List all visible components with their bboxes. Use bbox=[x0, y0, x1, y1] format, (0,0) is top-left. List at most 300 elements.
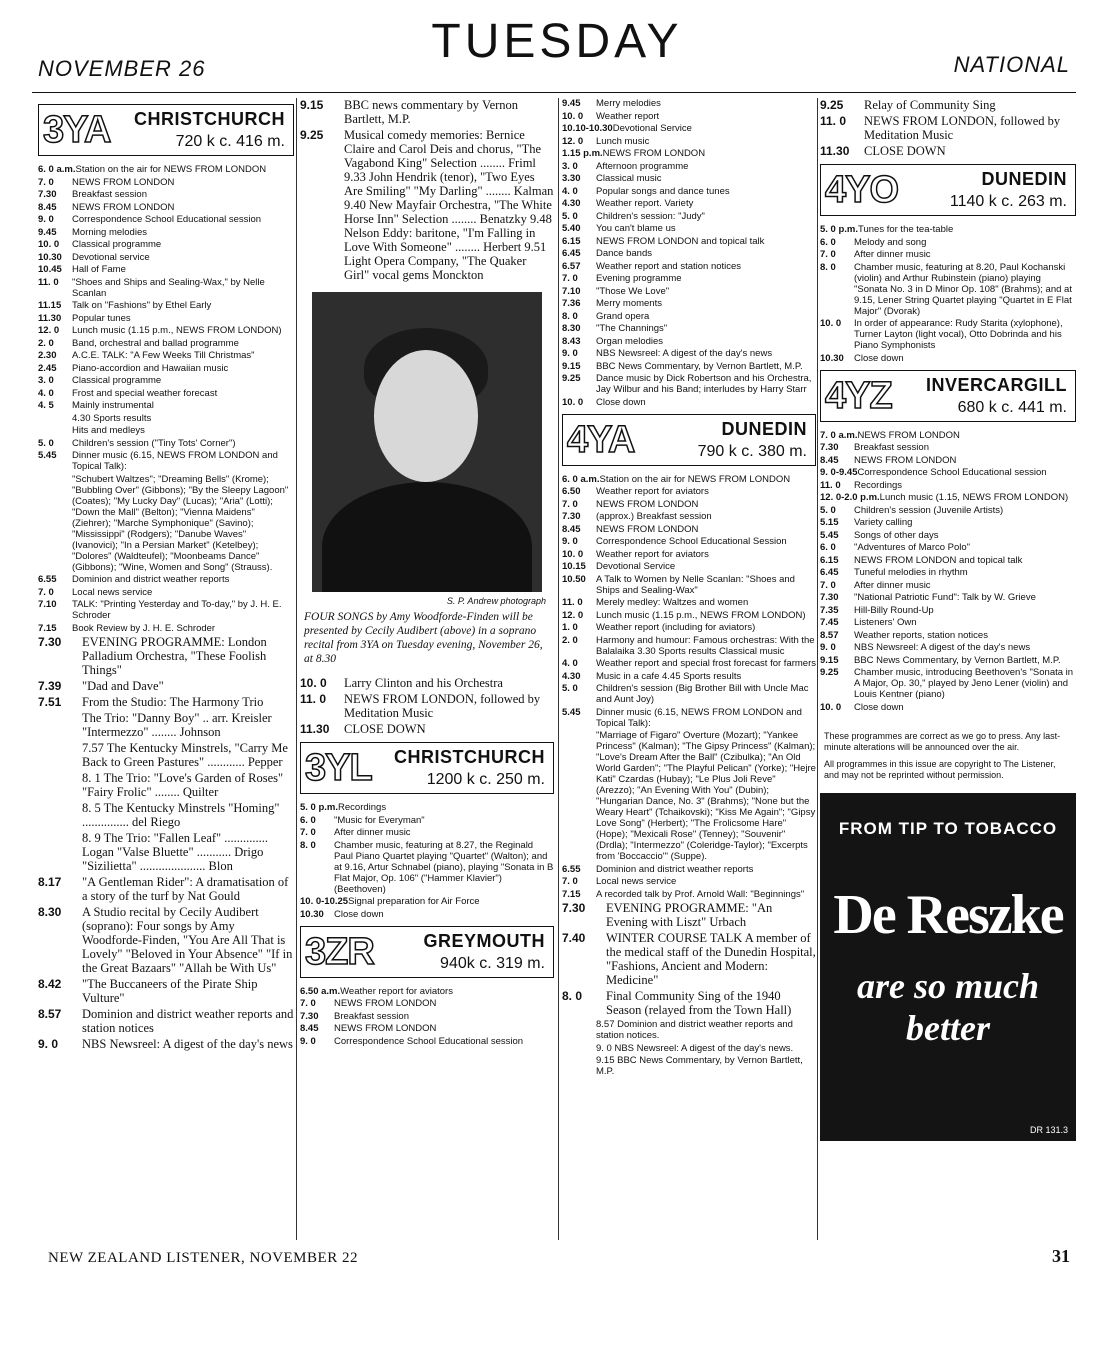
schedule-item: In order of appearance: Rudy Starita (xylophone), Turner Layton (light vocal), Otto Dobrinda and his Piano Symphonists bbox=[854, 318, 1063, 351]
schedule-row bbox=[820, 605, 1076, 616]
schedule-time: 8.30 bbox=[562, 323, 581, 334]
schedule-list-4yo bbox=[820, 224, 1076, 364]
schedule-row bbox=[562, 286, 816, 297]
schedule-item: Breakfast session bbox=[334, 1010, 409, 1022]
schedule-time: 10.30 bbox=[820, 352, 844, 364]
column-divider bbox=[296, 98, 297, 1240]
schedule-time: 6.15 bbox=[562, 235, 581, 247]
schedule-row bbox=[38, 202, 294, 213]
schedule-row bbox=[38, 695, 294, 709]
schedule-time: 3. 0 bbox=[38, 375, 54, 386]
schedule-time: 11.15 bbox=[38, 300, 62, 311]
schedule-row bbox=[820, 492, 1076, 503]
advertisement bbox=[820, 793, 1076, 1141]
issue-date: NOVEMBER 26 bbox=[38, 56, 206, 81]
schedule-time: 9. 0 bbox=[38, 1037, 59, 1051]
schedule-row bbox=[300, 840, 554, 895]
station-call: 4YO bbox=[825, 169, 899, 211]
schedule-item: Dinner music (6.15, NEWS FROM LONDON and Topical Talk): bbox=[72, 450, 278, 472]
schedule-time: 10.50 bbox=[562, 573, 586, 585]
schedule-item: Weather reports, station notices bbox=[854, 629, 988, 641]
schedule-row bbox=[820, 655, 1076, 666]
schedule-row bbox=[562, 474, 816, 485]
station-box-4ya bbox=[562, 414, 816, 466]
schedule-time: 4.30 bbox=[562, 670, 581, 682]
schedule-row bbox=[562, 511, 816, 522]
schedule-item: Devotional service bbox=[72, 251, 150, 263]
schedule-time: 5.40 bbox=[562, 223, 581, 234]
schedule-time: 2.30 bbox=[38, 350, 57, 361]
schedule-row bbox=[38, 741, 294, 769]
schedule-time: 10. 0 bbox=[38, 239, 60, 250]
schedule-time: 12. 0-2.0 p.m. bbox=[820, 492, 880, 503]
schedule-time: 5.15 bbox=[820, 517, 839, 528]
schedule-item: "National Patriotic Fund": Talk by W. Grieve bbox=[854, 592, 1036, 603]
schedule-item: NEWS FROM LONDON bbox=[854, 454, 957, 466]
schedule-time: 7.51 bbox=[38, 695, 62, 709]
schedule-row bbox=[38, 300, 294, 311]
schedule-time: 8.17 bbox=[38, 875, 62, 889]
schedule-row bbox=[820, 530, 1076, 541]
schedule-item: After dinner music bbox=[854, 249, 931, 260]
schedule-list-3ya-late bbox=[300, 98, 554, 282]
schedule-row bbox=[562, 671, 816, 682]
schedule-item: Mainly instrumental bbox=[72, 400, 154, 411]
schedule-time: 8.45 bbox=[300, 1023, 319, 1034]
schedule-row bbox=[38, 831, 294, 873]
schedule-item: Grand opera bbox=[596, 310, 650, 322]
schedule-row bbox=[820, 702, 1076, 713]
station-call: 4YZ bbox=[825, 374, 892, 417]
schedule-row bbox=[562, 610, 816, 621]
schedule-row bbox=[820, 480, 1076, 491]
schedule-time: 5. 0 bbox=[562, 683, 578, 694]
schedule-row bbox=[562, 323, 816, 334]
schedule-item: Variety calling bbox=[854, 517, 913, 528]
schedule-time: 8. 0 bbox=[562, 310, 578, 322]
ad-brand: De Reszke bbox=[833, 883, 1063, 946]
schedule-row bbox=[562, 173, 816, 184]
portrait-body bbox=[322, 482, 532, 592]
schedule-time: 11.30 bbox=[38, 312, 62, 324]
schedule-item: CLOSE DOWN bbox=[864, 144, 946, 158]
station-call: 3ZR bbox=[305, 930, 374, 973]
schedule-row bbox=[562, 561, 816, 572]
schedule-row bbox=[820, 517, 1076, 528]
schedule-item: Close down bbox=[854, 352, 904, 364]
schedule-item: Piano-accordion and Hawaiian music bbox=[72, 362, 229, 374]
schedule-row bbox=[562, 223, 816, 234]
schedule-row bbox=[38, 338, 294, 349]
station-city: DUNEDIN bbox=[721, 418, 807, 439]
schedule-time: 5. 0 p.m. bbox=[300, 802, 339, 813]
schedule-row bbox=[38, 1037, 294, 1051]
schedule-item: Tunes for the tea-table bbox=[858, 224, 954, 235]
schedule-row bbox=[300, 98, 554, 126]
portrait-face bbox=[374, 350, 478, 482]
column-1 bbox=[38, 98, 294, 1240]
schedule-row bbox=[562, 198, 816, 209]
schedule-time: 7.30 bbox=[820, 592, 839, 603]
schedule-time: 7.15 bbox=[38, 622, 57, 634]
schedule-time: 8.42 bbox=[38, 977, 62, 991]
ad-tagline: are so much better bbox=[856, 965, 1040, 1048]
schedule-row bbox=[820, 580, 1076, 591]
schedule-row bbox=[562, 658, 816, 669]
schedule-row bbox=[300, 802, 554, 813]
schedule-row bbox=[562, 211, 816, 222]
schedule-item: Local news service bbox=[596, 876, 677, 887]
station-city: INVERCARGILL bbox=[926, 374, 1067, 395]
schedule-item: NBS Newsreel: A digest of the day's news bbox=[854, 642, 1031, 653]
schedule-time: 11. 0 bbox=[562, 597, 583, 608]
schedule-time: 7.10 bbox=[38, 599, 57, 610]
schedule-item: Recordings bbox=[338, 802, 387, 813]
schedule-item: Signal preparation for Air Force bbox=[348, 896, 480, 907]
schedule-row bbox=[38, 905, 294, 975]
schedule-time: 10. 0 bbox=[562, 548, 584, 560]
schedule-row bbox=[300, 1023, 554, 1034]
schedule-row bbox=[820, 617, 1076, 628]
schedule-time: 1.15 p.m. bbox=[562, 148, 603, 159]
schedule-time: 5. 0 bbox=[38, 437, 54, 449]
station-call: 4YA bbox=[567, 418, 635, 461]
schedule-item: "The Channings" bbox=[596, 323, 668, 334]
schedule-item: "Shoes and Ships and Sealing-Wax," by Nelle Scanlan bbox=[72, 276, 265, 299]
schedule-item: EVENING PROGRAMME: London Palladium Orchestra, "These Foolish Things" bbox=[82, 635, 267, 677]
schedule-item: Children's session: "Judy" bbox=[596, 210, 705, 222]
schedule-row bbox=[820, 144, 1076, 158]
schedule-item: Hits and medleys bbox=[72, 425, 145, 436]
schedule-item: Chamber music, featuring at 8.27, the Reginald Paul Piano Quartet playing "Quartet" (Walton); and at 9.16, Artur Schnabel (piano), playing "Sonata in B Flat Major, Op. 106" ("Hammer Klavier") (Beethoven) bbox=[334, 839, 554, 895]
schedule-time: 6.50 bbox=[562, 486, 581, 497]
schedule-item: NEWS FROM LONDON bbox=[72, 201, 175, 213]
ad-code: DR 131.3 bbox=[1029, 1124, 1068, 1135]
station-box-4yz bbox=[820, 370, 1076, 422]
schedule-row bbox=[300, 827, 554, 838]
schedule-row bbox=[300, 692, 554, 720]
schedule-time: 11.30 bbox=[820, 144, 850, 158]
schedule-time: 9. 0 bbox=[820, 642, 836, 653]
station-frequency: 680 k c. 441 m. bbox=[957, 398, 1067, 416]
schedule-time: 9. 0 bbox=[562, 536, 578, 547]
schedule-row bbox=[38, 189, 294, 200]
photo-caption: FOUR SONGS by Amy Woodforde-Finden will be presented by Cecily Audibert (above) in a soprano recital from 3YA on Tuesday evening, November 26, at 8.30 bbox=[304, 611, 543, 665]
schedule-row bbox=[562, 536, 816, 547]
schedule-row bbox=[562, 707, 816, 729]
schedule-row bbox=[300, 1036, 554, 1047]
schedule-item: Recordings bbox=[854, 479, 903, 491]
schedule-time: 7. 0 bbox=[820, 249, 836, 260]
column-divider bbox=[558, 98, 559, 1240]
schedule-row bbox=[562, 373, 816, 395]
schedule-item: Lunch music (1.15, NEWS FROM LONDON) bbox=[879, 492, 1069, 503]
schedule-list-3ya-close bbox=[300, 676, 554, 736]
schedule-item: Book Review by J. H. E. Schroder bbox=[72, 622, 216, 634]
schedule-list-4yz bbox=[820, 430, 1076, 713]
network-label: NATIONAL bbox=[953, 52, 1070, 77]
schedule-item: From the Studio: The Harmony Trio bbox=[82, 695, 264, 709]
schedule-time: 7. 0 bbox=[300, 827, 316, 838]
schedule-time bbox=[38, 801, 82, 829]
schedule-time: 10.45 bbox=[38, 264, 62, 275]
schedule-time: 6. 0 bbox=[820, 542, 836, 553]
schedule-item: Listeners' Own bbox=[854, 617, 917, 628]
schedule-item: BBC News Commentary, by Vernon Bartlett, M.P. bbox=[854, 654, 1061, 666]
station-box-3ya bbox=[38, 104, 294, 156]
schedule-time: 9.25 bbox=[562, 373, 581, 384]
schedule-row bbox=[562, 273, 816, 284]
schedule-row bbox=[820, 630, 1076, 641]
schedule-item: Merely medley: Waltzes and women bbox=[596, 597, 749, 608]
schedule-row bbox=[562, 361, 816, 372]
schedule-time: 7.15 bbox=[562, 888, 581, 900]
schedule-item: Merry moments bbox=[596, 298, 662, 309]
notice-correct: These programmes are correct as we go to press. Any last-minute alterations will be announced over the air. bbox=[824, 730, 1061, 752]
schedule-row bbox=[300, 722, 554, 736]
schedule-row bbox=[820, 98, 1076, 112]
schedule-time: 7.35 bbox=[820, 604, 839, 616]
schedule-row bbox=[820, 249, 1076, 260]
schedule-row bbox=[38, 214, 294, 225]
schedule-item: Hill-Billy Round-Up bbox=[854, 604, 934, 616]
schedule-item: "Music for Everyman" bbox=[334, 814, 425, 826]
header-rule bbox=[32, 92, 1076, 93]
schedule-item: CLOSE DOWN bbox=[344, 722, 426, 736]
schedule-time: 9.15 bbox=[300, 98, 324, 112]
schedule-row bbox=[38, 474, 294, 573]
schedule-time: 6.45 bbox=[562, 248, 581, 259]
schedule-row bbox=[38, 313, 294, 324]
schedule-item: Weather report and special frost forecast for farmers bbox=[596, 658, 816, 669]
station-box-4yo bbox=[820, 164, 1076, 216]
schedule-row bbox=[562, 1043, 816, 1054]
schedule-time: 7. 0 bbox=[300, 998, 316, 1009]
schedule-row bbox=[562, 889, 816, 900]
station-frequency: 720 k c. 416 m. bbox=[175, 133, 285, 150]
schedule-time bbox=[562, 1055, 596, 1077]
schedule-item: 8. 1 The Trio: "Love's Garden of Roses" "Fairy Frolic" ........ Quilter bbox=[82, 771, 284, 799]
schedule-time: 8.45 bbox=[38, 201, 57, 213]
schedule-row bbox=[562, 622, 816, 633]
schedule-item: Classical programme bbox=[72, 375, 162, 386]
schedule-time: 7.30 bbox=[300, 1010, 319, 1022]
schedule-time: 12. 0 bbox=[562, 609, 584, 621]
schedule-row bbox=[38, 679, 294, 693]
schedule-item: Devotional Service bbox=[612, 123, 692, 134]
schedule-row bbox=[38, 574, 294, 585]
schedule-item: "Adventures of Marco Polo" bbox=[854, 542, 971, 553]
schedule-time: 6. 0 bbox=[300, 814, 316, 826]
schedule-row bbox=[820, 353, 1076, 364]
station-city: CHRISTCHURCH bbox=[394, 747, 545, 767]
schedule-row bbox=[562, 248, 816, 259]
schedule-item: Songs of other days bbox=[854, 529, 939, 541]
schedule-row bbox=[562, 236, 816, 247]
schedule-time: 10.30 bbox=[38, 251, 62, 263]
schedule-row bbox=[562, 730, 816, 862]
schedule-time: 7.30 bbox=[562, 901, 586, 915]
schedule-row bbox=[820, 592, 1076, 603]
schedule-item: Larry Clinton and his Orchestra bbox=[344, 676, 503, 690]
schedule-row bbox=[562, 111, 816, 122]
schedule-list-4ya-evening bbox=[562, 901, 816, 1017]
schedule-row bbox=[38, 400, 294, 411]
schedule-item: Weather report. Variety bbox=[596, 198, 694, 209]
schedule-time: 7. 0 bbox=[38, 176, 54, 188]
schedule-time: 8.57 bbox=[820, 629, 839, 641]
schedule-item: A.C.E. TALK: "A Few Weeks Till Christmas" bbox=[72, 350, 255, 361]
schedule-item: NEWS FROM LONDON and topical talk bbox=[854, 554, 1023, 566]
schedule-item: Classical music bbox=[596, 173, 662, 184]
schedule-item: 8. 9 The Trio: "Fallen Leaf" .............. Logan "Valse Bluette" ........... Drigo "Sizilietta" ..................... Blon bbox=[82, 831, 269, 873]
schedule-row bbox=[38, 164, 294, 175]
schedule-row bbox=[562, 683, 816, 705]
schedule-item: Popular songs and dance tunes bbox=[596, 185, 730, 197]
schedule-time bbox=[562, 1043, 596, 1054]
schedule-item: Relay of Community Sing bbox=[864, 98, 996, 112]
schedule-row bbox=[562, 499, 816, 510]
schedule-time: 9. 0 bbox=[562, 348, 578, 359]
schedule-time: 7.40 bbox=[562, 931, 586, 945]
schedule-row bbox=[38, 239, 294, 250]
column-3 bbox=[562, 98, 816, 1240]
schedule-item: Dominion and district weather reports bbox=[596, 863, 754, 875]
schedule-row bbox=[300, 998, 554, 1009]
schedule-time: 6.45 bbox=[820, 567, 839, 578]
schedule-time bbox=[38, 831, 82, 873]
schedule-time: 6.55 bbox=[38, 574, 57, 585]
schedule-item: NEWS FROM LONDON bbox=[596, 498, 699, 510]
schedule-row bbox=[820, 542, 1076, 553]
schedule-time: 9. 0 bbox=[38, 214, 54, 225]
schedule-time: 7. 0 bbox=[562, 876, 578, 887]
schedule-item: Lunch music bbox=[596, 135, 650, 147]
schedule-row bbox=[820, 505, 1076, 516]
schedule-time: 6.55 bbox=[562, 863, 581, 875]
station-frequency: 1140 k c. 263 m. bbox=[949, 193, 1067, 210]
schedule-time bbox=[38, 413, 72, 424]
schedule-time: 10.15 bbox=[562, 561, 586, 572]
schedule-item: "Dad and Dave" bbox=[82, 679, 164, 693]
schedule-item: Dance music by Dick Robertson and his Orchestra, Jay Wilbur and his Band; interludes by Harry Starr bbox=[596, 373, 812, 395]
schedule-time: 7.30 bbox=[38, 189, 57, 200]
schedule-item: Morning melodies bbox=[72, 226, 147, 238]
schedule-row bbox=[38, 977, 294, 1005]
schedule-time: 6.15 bbox=[820, 554, 839, 566]
schedule-row bbox=[38, 635, 294, 677]
schedule-time: 10.10-10.30 bbox=[562, 123, 613, 134]
schedule-row bbox=[38, 227, 294, 238]
schedule-time: 9.25 bbox=[300, 128, 324, 142]
schedule-time: 10.30 bbox=[300, 908, 324, 920]
schedule-row bbox=[562, 1055, 816, 1077]
schedule-time: 5.45 bbox=[562, 706, 581, 718]
schedule-item: Breakfast session bbox=[854, 442, 929, 453]
schedule-list-3ya bbox=[38, 164, 294, 634]
schedule-time: 5. 0 bbox=[562, 210, 578, 222]
schedule-item: Dominion and district weather reports bbox=[72, 574, 230, 585]
schedule-item: 9. 0 NBS Newsreel: A digest of the day's news. bbox=[596, 1042, 794, 1054]
schedule-item: Correspondence School Educational session bbox=[857, 467, 1047, 478]
schedule-item: 9.15 BBC News Commentary, by Vernon Bartlett, M.P. bbox=[596, 1055, 803, 1077]
schedule-time: 4. 5 bbox=[38, 400, 54, 411]
copyright-notice bbox=[824, 731, 1072, 781]
schedule-item: 8. 5 The Kentucky Minstrels "Homing" ............... del Riego bbox=[82, 801, 280, 829]
schedule-time: 11. 0 bbox=[820, 479, 841, 491]
schedule-item: 4.30 Sports results bbox=[72, 412, 152, 424]
station-box-3zr bbox=[300, 926, 554, 978]
schedule-time bbox=[562, 730, 596, 862]
schedule-row bbox=[562, 876, 816, 887]
schedule-time: 7. 0 a.m. bbox=[820, 429, 858, 441]
schedule-row bbox=[820, 237, 1076, 248]
schedule-row bbox=[300, 896, 554, 907]
schedule-time: 6.57 bbox=[562, 260, 581, 272]
schedule-item: A Studio recital by Cecily Audibert (soprano): Four songs by Amy Woodforde-Finden, "You Are All That is Lovely" "Beloved in Your Absence" "If in the Great Bazaars" "Allah be With Us" bbox=[82, 905, 293, 975]
schedule-row bbox=[38, 587, 294, 598]
schedule-item: "Those We Love" bbox=[596, 285, 670, 297]
schedule-item: Music in a cafe 4.45 Sports results bbox=[596, 670, 742, 682]
schedule-row bbox=[562, 397, 816, 408]
schedule-row bbox=[562, 186, 816, 197]
schedule-time: 7. 0 bbox=[562, 273, 578, 284]
schedule-time bbox=[38, 425, 72, 436]
schedule-item: Children's session (Big Brother Bill with Uncle Mac and Aunt Joy) bbox=[596, 683, 809, 705]
schedule-time: 4. 0 bbox=[38, 387, 54, 399]
schedule-time: 12. 0 bbox=[562, 135, 584, 147]
station-box-3yl bbox=[300, 742, 554, 794]
schedule-time: 9. 0-9.45 bbox=[820, 467, 858, 478]
schedule-time: 9.15 bbox=[820, 654, 839, 666]
schedule-item: Close down bbox=[854, 701, 904, 713]
schedule-item: Harmony and humour: Famous orchestras: With the Balalaika 3.30 Sports results Classical music bbox=[596, 634, 815, 657]
schedule-time: 11.30 bbox=[300, 722, 330, 736]
schedule-time: 9.45 bbox=[38, 226, 57, 238]
schedule-time: 8.45 bbox=[562, 523, 581, 535]
schedule-row bbox=[38, 252, 294, 263]
schedule-item: EVENING PROGRAMME: "An Evening with Liszt" Urbach bbox=[606, 901, 773, 929]
schedule-row bbox=[562, 574, 816, 596]
footer-text: NEW ZEALAND LISTENER, NOVEMBER 22 bbox=[48, 1250, 358, 1266]
schedule-item: NBS Newsreel: A digest of the day's news bbox=[596, 348, 773, 359]
schedule-item: Afternoon programme bbox=[596, 160, 689, 172]
schedule-time: 5.45 bbox=[38, 450, 57, 461]
schedule-row bbox=[562, 1019, 816, 1041]
schedule-time: 6.50 a.m. bbox=[300, 985, 341, 997]
station-city: DUNEDIN bbox=[981, 169, 1067, 189]
schedule-time: 9.25 bbox=[820, 98, 844, 112]
schedule-item: Classical programme bbox=[72, 239, 162, 250]
schedule-row bbox=[562, 136, 816, 147]
schedule-list-4ya bbox=[562, 474, 816, 900]
schedule-time: 7. 0 bbox=[820, 579, 836, 591]
schedule-time: 9.45 bbox=[562, 98, 581, 109]
schedule-time: 8.57 bbox=[38, 1007, 62, 1021]
schedule-list-3yl bbox=[300, 802, 554, 920]
schedule-row bbox=[820, 430, 1076, 441]
schedule-row bbox=[38, 363, 294, 374]
schedule-row bbox=[562, 486, 816, 497]
schedule-row bbox=[562, 901, 816, 929]
schedule-row bbox=[38, 177, 294, 188]
schedule-item: "The Buccaneers of the Pirate Ship Vulture" bbox=[82, 977, 258, 1005]
schedule-item: "Marriage of Figaro" Overture (Mozart); "Yankee Princess" (Kalman); "The Gipsy Princess" (Kalman); "Love's Dream After the Ball" (Czibulka); "An Old World Garden"; "The Playful Pelican" (Yorke); "Hejre Kati" Czardas (Hubay); "Le Plus Joli Reve" (Arezzo); "An Evening With You" (Dubin); "Hungarian Dance, No. 3" (Brahms); "None but the Weary Heart" (Tchaikovski); "Kiss Me Again"; "Gipsy Love Song" (Herbert); "The Frolicsome Hare" (Hope); "Mexicali Rose" (Tenney); "Souvenir" (Drdla); "Intermezzo" (Coleridge-Taylor); "Excerpts from 'Boccaccio'" (Suppe). bbox=[596, 730, 816, 862]
page-title: TUESDAY bbox=[431, 15, 683, 68]
schedule-row bbox=[38, 801, 294, 829]
schedule-item: Talk on "Fashions" by Ethel Early bbox=[72, 300, 212, 311]
schedule-row bbox=[820, 642, 1076, 653]
